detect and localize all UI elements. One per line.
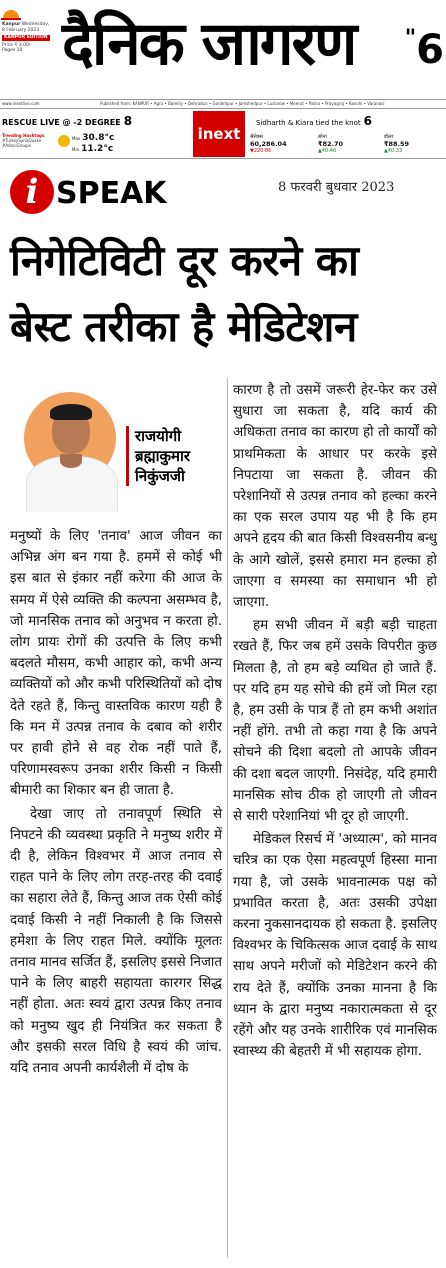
website: www.inextlive.com xyxy=(2,101,40,106)
masthead-divider xyxy=(0,158,446,159)
article-column-2 xyxy=(233,380,437,1065)
edition-info xyxy=(2,22,62,54)
article-paragraph: मनुष्यों के लिए 'तनाव' आज जीवन का अभिन्न अंग बन गया है. हममें से कोई भी इस बात से इंकार नहीं करेगा की आज के समय में ऐसे व्यक्ति की कल्पना असम्भव है, जो मानसिक तनाव को अनुभव न करता हो. लोग प्रायः रोगों की उत्पत्ति के लिए कभी बदलते मौसम, कभी आहार को, कभी अन्य व्यक्तियों को और कभी परिस्थितियों को दोष देते रहते हैं, किन्तु वास्तविक कारण यही है कि मन में उत्पन्न तनाव के दबाव को शरीर पर हावी होने से वह रोक नहीं पाते हैं, परिणामस्वरूप उनका शरीर किसी न किसी बीमारी का शिकार बन ही जाता है. xyxy=(10,529,222,799)
market-item-gold: सोना ₹82.70 ▲₹0.46 xyxy=(318,134,344,154)
ispeak-word: SPEAK xyxy=(56,176,167,211)
inext-logo: inext xyxy=(193,111,245,157)
market-ticker xyxy=(250,134,444,156)
article-paragraph: हम सभी जीवन में बड़ी बड़ी चाहता रखते हैं, फिर जब हमें उसके विपरीत कुछ मिलता है, तो हम बड़े व्यथित हो जाते हैं. पर यदि हम यह सोचे की हमें जो मिल रहा है, हम उसी के पात्र हैं तो हम कभी अशांत नहीं होंगे. तभी तो कहा गया है कि अपने सोचने की दिशा बदलो तो आपके जीवन की दशा बदल जाएगी. निसंदेह, यदि हमारी मानसिक सोच ठीक हो जाएगी तो जीवन से सारी परेशानियां भी दूर हो जाएगी. xyxy=(233,618,437,825)
article-paragraph: कारण है तो उसमें जरूरी हेर-फेर कर उसे सुधारा जा सकता है, यदि कार्य की अधिकता तनाव का कारण हो तो कार्यों को प्राथमिकता के आधार पर करके इसे निपटाया जा सकता है. जीवन की परेशानियों से उत्पन्न तनाव को हल्का करने का एक सरल उपाय यह भी है कि हम अपने हृदय की बात किसी विश्वसनीय बन्धु के आगे खोलें, इससे हमारा मन हल्का हो जाएगा व समस्या का समाधान भी हो जाएगा. xyxy=(233,383,437,611)
ispeak-i-icon: i xyxy=(10,170,54,214)
article-column-1 xyxy=(10,526,222,1081)
price: Price ₹ 3.00/- xyxy=(2,42,32,48)
temperatures: Max 30.8°c Min 11.2°c xyxy=(72,133,115,154)
article-paragraph: देखा जाए तो तनावपूर्ण स्थिति से निपटने की व्यवस्था प्रकृति ने मनुष्य शरीर में दी है, लेकिन विश्वभर में आज तनाव से राहत पाने के लिए लोग तरह-तरह की दवाई का सहारा लेते हैं, किन्तु आज तक ऐसी कोई दवाई किसी ने नहीं निकाली है कि जिससे हमेशा के लिए राहत मिले. क्योंकि मूलतः तनाव मानव सर्जित हैं, इसलिए इससे निजात पाने के लिए बाहरी सहायता कारगर सिद्ध नहीं होता. अतः स्वयं द्वारा उत्पन्न किए तनाव को मनुष्य खुद ही नियंत्रित कर सकता है और इसकी सरल विधि है स्वयं की जांच. यदि तनाव अपनी कार्यशैली में दोष के xyxy=(10,806,222,1077)
author-portrait xyxy=(10,382,128,512)
headline-line-1: निगेटिविटी दूर करने का xyxy=(10,236,359,285)
published-from: Published from: KANPUR • Agra • Bareilly • Dehradun • Gorakhpur • Jamshedpur • Lucknow • Meerut • Patna • Prayagraj • Ranchi • Varanasi xyxy=(100,101,385,106)
date: 8 February 2023 xyxy=(2,27,40,33)
masthead xyxy=(0,0,446,96)
day: Wednesday, xyxy=(21,22,50,27)
city: Kanpur xyxy=(2,22,21,27)
newspaper-title: दैनिक जागरण xyxy=(62,9,356,79)
column-date: 8 फरवरी बुधवार 2023 xyxy=(278,180,395,195)
article-paragraph: मेडिकल रिसर्च में 'अध्यात्म', को मानव चरित्र का एक ऐसा महत्वपूर्ण हिस्सा माना गया है, जो उसके भावनात्मक पक्ष को प्रभावित करता है, अतः उसकी उपेक्षा करना नुकसानदायक हो सकता है. इसलिए विश्वभर के चिकित्सक आज दवाई के साथ साथ अपने मरीजों को मेडिटेशन करने की राय देते हैं, क्योंकि उनका मानना है कि ध्यान के द्वारा मनुष्य नकारात्मकता से दूर रहेंगे और यह उनके शारीरिक एवं मानसिक स्वास्थ्य की बेहतरी में भी सहायक होगा. xyxy=(233,832,437,1060)
market-item-sensex: सेंसेक्स 60,286.04 ▼220.86 xyxy=(250,134,287,154)
sidharth-teaser: Sidharth & Kiara tied the knot 6 xyxy=(256,114,372,128)
weather-box xyxy=(0,131,190,157)
publish-strip xyxy=(0,99,446,109)
trending-hashtags: Trending Hashtags #TurkeySyriaQuake #AdaniGroups xyxy=(2,133,45,148)
sun-icon xyxy=(58,135,70,147)
ispeak-logo xyxy=(10,170,170,226)
rescue-teaser: RESCUE LIVE @ -2 DEGREE 8 xyxy=(2,114,133,128)
sun-logo-icon xyxy=(1,2,21,20)
market-item-dollar: डॉलर ₹88.59 ▲₹0.33 xyxy=(384,134,410,154)
author-box xyxy=(10,382,230,518)
author-name: राजयोगी ब्रह्माकुमार निकुंजजी xyxy=(126,426,232,486)
pages: Pages 10 xyxy=(2,48,23,53)
issue-number: "6 xyxy=(404,26,444,73)
headline xyxy=(10,228,440,360)
headline-line-2: बेस्ट तरीका है मेडिटेशन xyxy=(10,302,357,351)
column-divider xyxy=(227,378,228,1258)
edition-badge: KANPUR EDITION xyxy=(4,35,48,40)
